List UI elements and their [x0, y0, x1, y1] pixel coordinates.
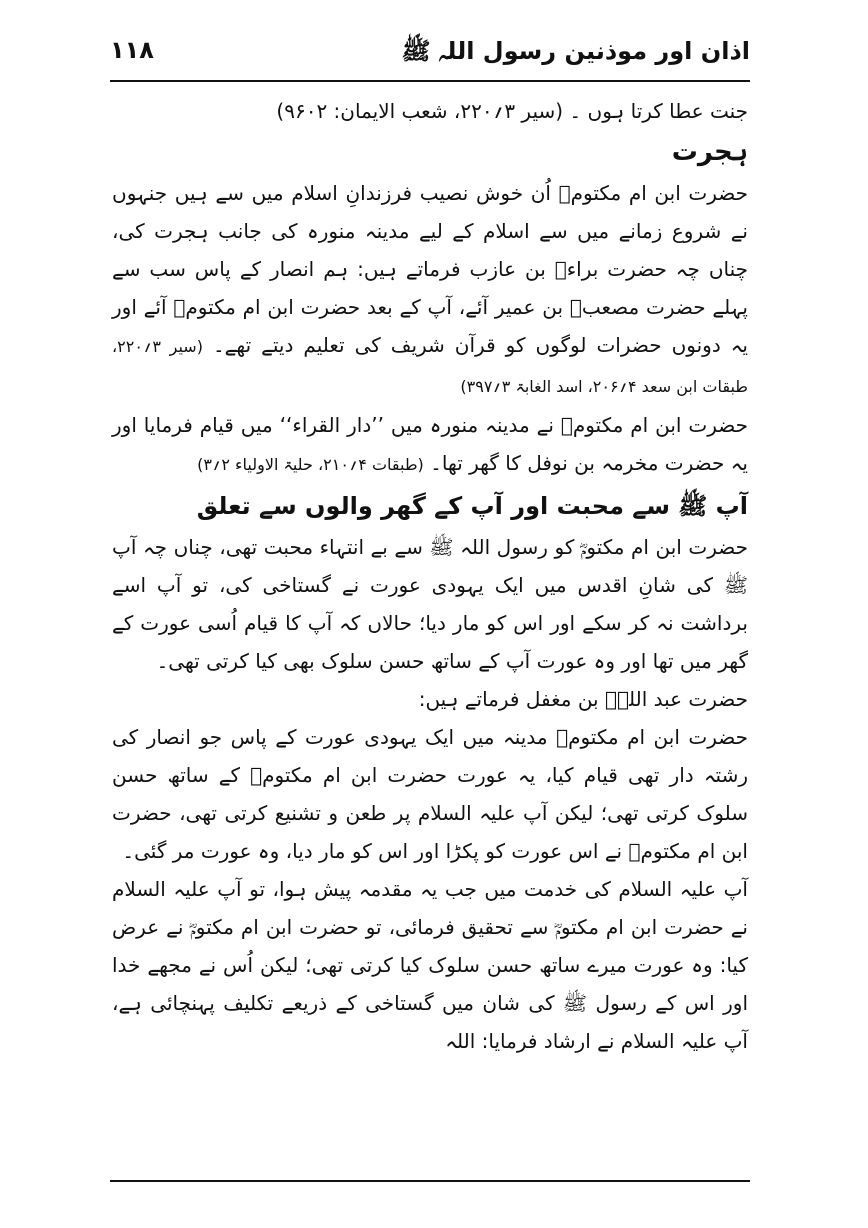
heading-love: آپ ﷺ سے محبت اور آپ کے گھر والوں سے تعلق: [196, 492, 748, 520]
intro-line: جنت عطا کرتا ہوں ۔ (سیر ۳؍۲۲۰، شعب الایمان: ۹۶۰۲): [276, 99, 748, 123]
header-rule: [110, 80, 750, 82]
quote-paragraph: حضرت ابن ام مکتومؓ مدینہ میں ایک یہودی عورت کے پاس جو انصار کی رشتہ دار تھی قیام کیا، یہ عورت حضرت ابن ام مکتومؓ کے ساتھ حسن سلوک کرتی تھی؛ لیکن آپ علیہ السلام پر طعن و تشنیع کرتی تھی، حضرت ابن ام مکتومؓ نے اس عورت کو پکڑا اور اس کو مار دیا، وہ عورت مر گئی۔: [112, 725, 748, 863]
final-paragraph: آپ علیہ السلام کی خدمت میں جب یہ مقدمہ پیش ہوا، تو آپ علیہ السلام نے حضرت ابن ام مکتومؓ سے تحقیق فرمائی، تو حضرت ابن ام مکتومؓ نے عرض کیا: وہ عورت میرے ساتھ حسن سلوک کیا کرتی تھی؛ لیکن اُس نے مجھے خدا اور اس کے رسول ﷺ کی شان میں گستاخی کے ذریعے تکلیف پہنچائی ہے، آپ علیہ السلام نے ارشاد فرمایا: اللہ: [112, 877, 748, 1053]
abdullah-line: حضرت عبد اللہؓ بن مغفل فرماتے ہیں:: [418, 687, 748, 711]
page-content: [112, 92, 748, 1060]
page-number: ۱۱۸: [110, 36, 154, 64]
book-title: اذان اور موذنین رسول اللہ ﷺ: [401, 37, 750, 65]
dar-paragraph: [112, 406, 748, 484]
footer-rule: [110, 1180, 750, 1182]
love-paragraph: حضرت ابن ام مکتومؓ کو رسول اللہ ﷺ سے بے انتہاء محبت تھی، چناں چہ آپ ﷺ کی شانِ اقدس میں ایک یہودی عورت نے گستاخی کی، تو آپ اسے برداشت نہ کر سکے اور اس کو مار دیا؛ حالاں کہ آپ کا قیام اُسی عورت کے گھر میں تھا اور وہ عورت آپ کے ساتھ حسن سلوک بھی کیا کرتی تھی۔: [112, 535, 748, 673]
page-header: [110, 28, 750, 78]
heading-hijrat: ہجرت: [671, 137, 748, 167]
hijrat-paragraph: [112, 174, 748, 406]
hijrat-text: حضرت ابن ام مکتومؓ اُن خوش نصیب فرزندانِ اسلام میں سے ہیں جنہوں نے شروع زمانے میں سے اسلام کے لیے مدینہ منورہ کی جانب ہجرت کی، چناں چہ حضرت براءؓ بن عازب فرماتے ہیں: ہم انصار کے پاس سب سے پہلے حضرت مصعبؓ بن عمیر آئے، آپ کے بعد حضرت ابن ام مکتومؓ آئے اور یہ دونوں حضرات لوگوں کو قرآن شریف کی تعلیم دیتے تھے۔: [112, 181, 749, 357]
dar-reference: (طبقات ۴؍۲۱۰، حلیۃ الاولیاء ۲؍۳): [197, 455, 424, 474]
dar-text: حضرت ابن ام مکتومؓ نے مدینہ منورہ میں ’’دار القراء‘‘ میں قیام فرمایا اور یہ حضرت مخرمہ بن نوفل کا گھر تھا۔: [112, 413, 748, 475]
hijrat-reference: (سیر ۳؍۲۲۰، طبقات ابن سعد ۴؍۲۰۶، اسد الغابۃ ۳؍۳۹۷): [112, 337, 748, 396]
